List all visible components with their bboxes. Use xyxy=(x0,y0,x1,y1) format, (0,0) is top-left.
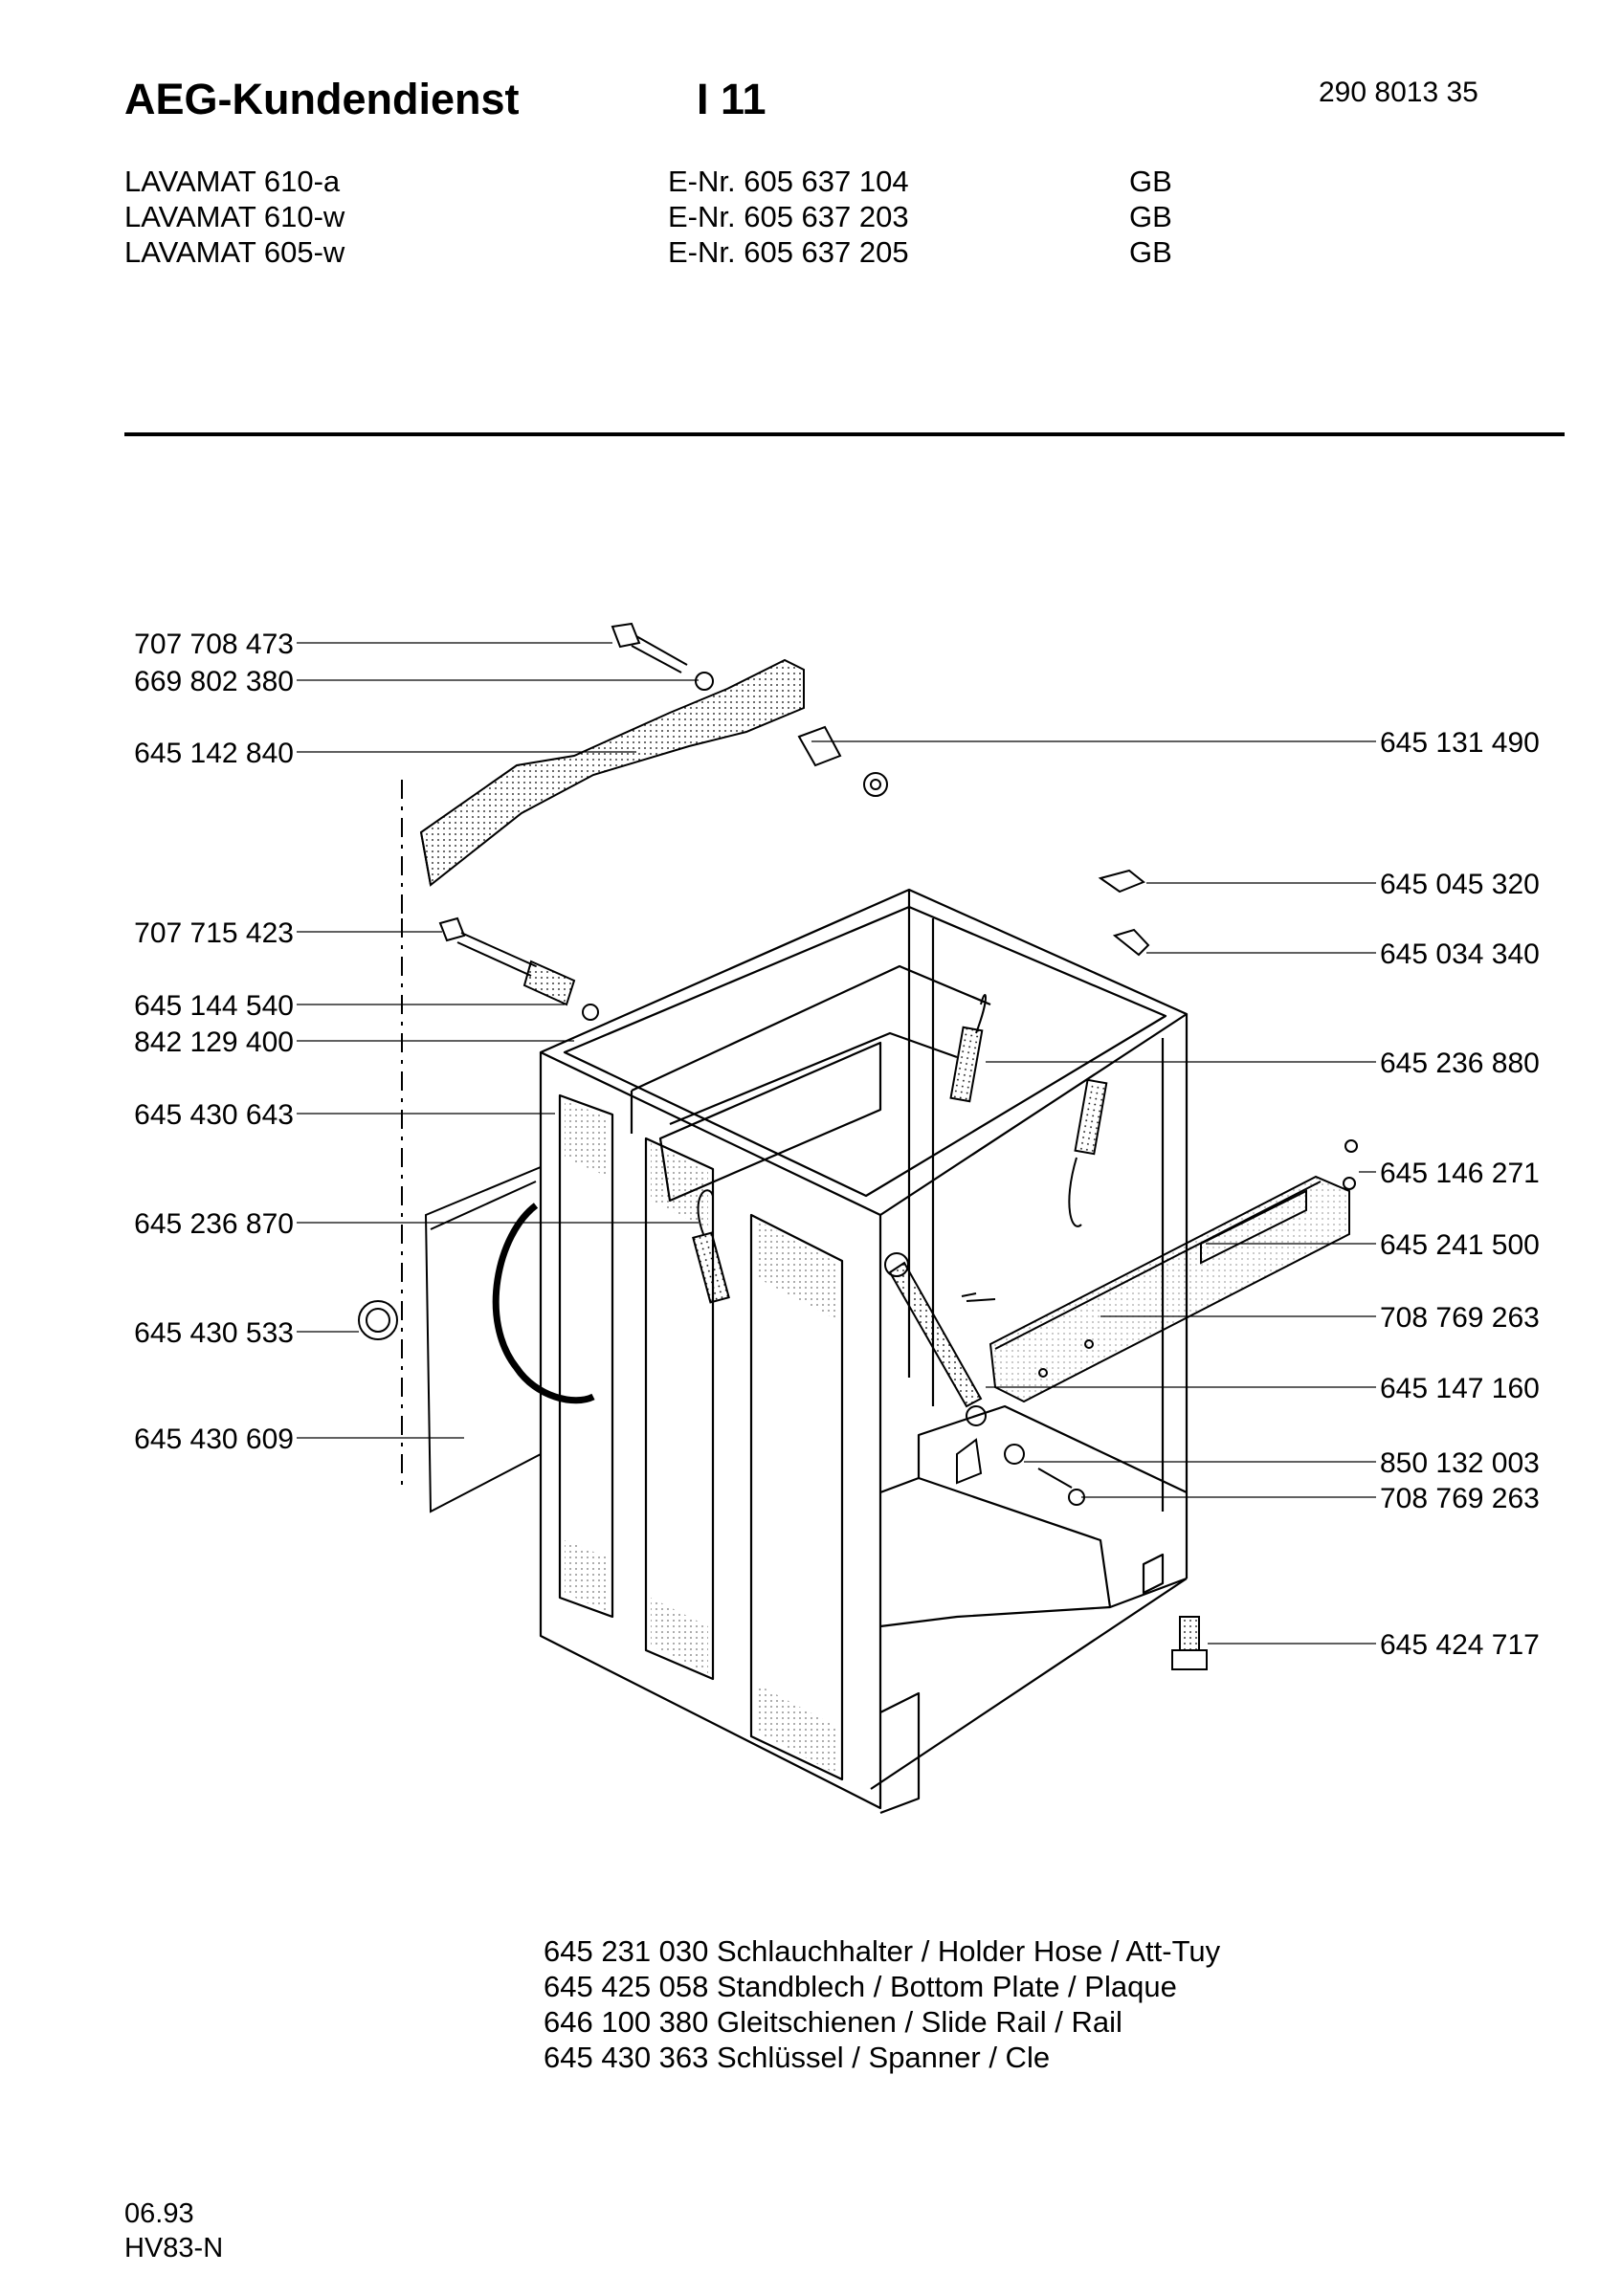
model-enr: E-Nr. 605 637 203 xyxy=(668,200,909,233)
adjustable-foot xyxy=(1172,1617,1207,1669)
drain-hose xyxy=(496,1205,593,1401)
callout-label: 645 430 643 xyxy=(134,1099,294,1131)
shock-absorber xyxy=(885,1253,995,1425)
clips xyxy=(1100,871,1357,1189)
suspension-springs xyxy=(693,995,1106,1302)
callout-label: 645 144 540 xyxy=(134,990,294,1022)
model-lang: GB xyxy=(1129,200,1172,233)
callout-label: 645 147 160 xyxy=(1380,1373,1540,1404)
callout-label: 645 430 609 xyxy=(134,1424,294,1455)
parts-list-item: 645 430 363 Schlüssel / Spanner / Cle xyxy=(544,2041,1051,2074)
callouts-left xyxy=(134,629,294,1455)
callout-label: 645 045 320 xyxy=(1380,869,1540,900)
callout-label: 707 715 423 xyxy=(134,917,294,949)
callout-label: 707 708 473 xyxy=(134,629,294,660)
callout-label: 708 769 263 xyxy=(1380,1483,1540,1514)
top-crossbar xyxy=(421,660,804,885)
parts-list-item: 645 231 030 Schlauchhalter / Holder Hose / Att-Tuy xyxy=(544,1934,1221,1968)
callout-label: 645 241 500 xyxy=(1380,1229,1540,1261)
callout-label: 645 034 340 xyxy=(1380,938,1540,970)
model-lang: GB xyxy=(1129,165,1172,198)
section-code: I 11 xyxy=(697,75,767,123)
leader-lines xyxy=(297,643,1376,1644)
brand-title: AEG-Kundendienst xyxy=(124,75,520,123)
document-number: 290 8013 35 xyxy=(1319,77,1478,108)
callout-label: 645 430 533 xyxy=(134,1317,294,1349)
callouts-right xyxy=(1380,727,1540,1661)
footer-date: 06.93 xyxy=(124,2198,194,2229)
model-name: LAVAMAT 610-a xyxy=(124,165,341,198)
parts-list-item: 645 425 058 Standblech / Bottom Plate / Plaque xyxy=(544,1970,1177,2003)
control-console xyxy=(990,1177,1349,1402)
callout-label: 842 129 400 xyxy=(134,1027,294,1058)
callout-label: 645 236 870 xyxy=(134,1208,294,1240)
model-name: LAVAMAT 610-w xyxy=(124,200,345,233)
parts-list-item: 646 100 380 Gleitschienen / Slide Rail / Rail xyxy=(544,2005,1122,2039)
callout-label: 850 132 003 xyxy=(1380,1447,1540,1479)
bottom-bracket xyxy=(957,1440,1084,1505)
callout-label: 645 236 880 xyxy=(1380,1048,1540,1079)
model-enr: E-Nr. 605 637 205 xyxy=(668,235,909,269)
model-lang: GB xyxy=(1129,235,1172,269)
model-name: LAVAMAT 605-w xyxy=(124,235,345,269)
rear-panel-outline xyxy=(359,780,541,1512)
callout-label: 645 142 840 xyxy=(134,738,294,769)
callout-label: 669 802 380 xyxy=(134,666,294,697)
callout-label: 708 769 263 xyxy=(1380,1302,1540,1334)
callout-label: 645 131 490 xyxy=(1380,727,1540,759)
bushing xyxy=(799,727,887,796)
footer-reference: HV83-N xyxy=(124,2233,224,2263)
callout-label: 645 146 271 xyxy=(1380,1158,1540,1189)
model-enr: E-Nr. 605 637 104 xyxy=(668,165,909,198)
callout-label: 645 424 717 xyxy=(1380,1629,1540,1661)
